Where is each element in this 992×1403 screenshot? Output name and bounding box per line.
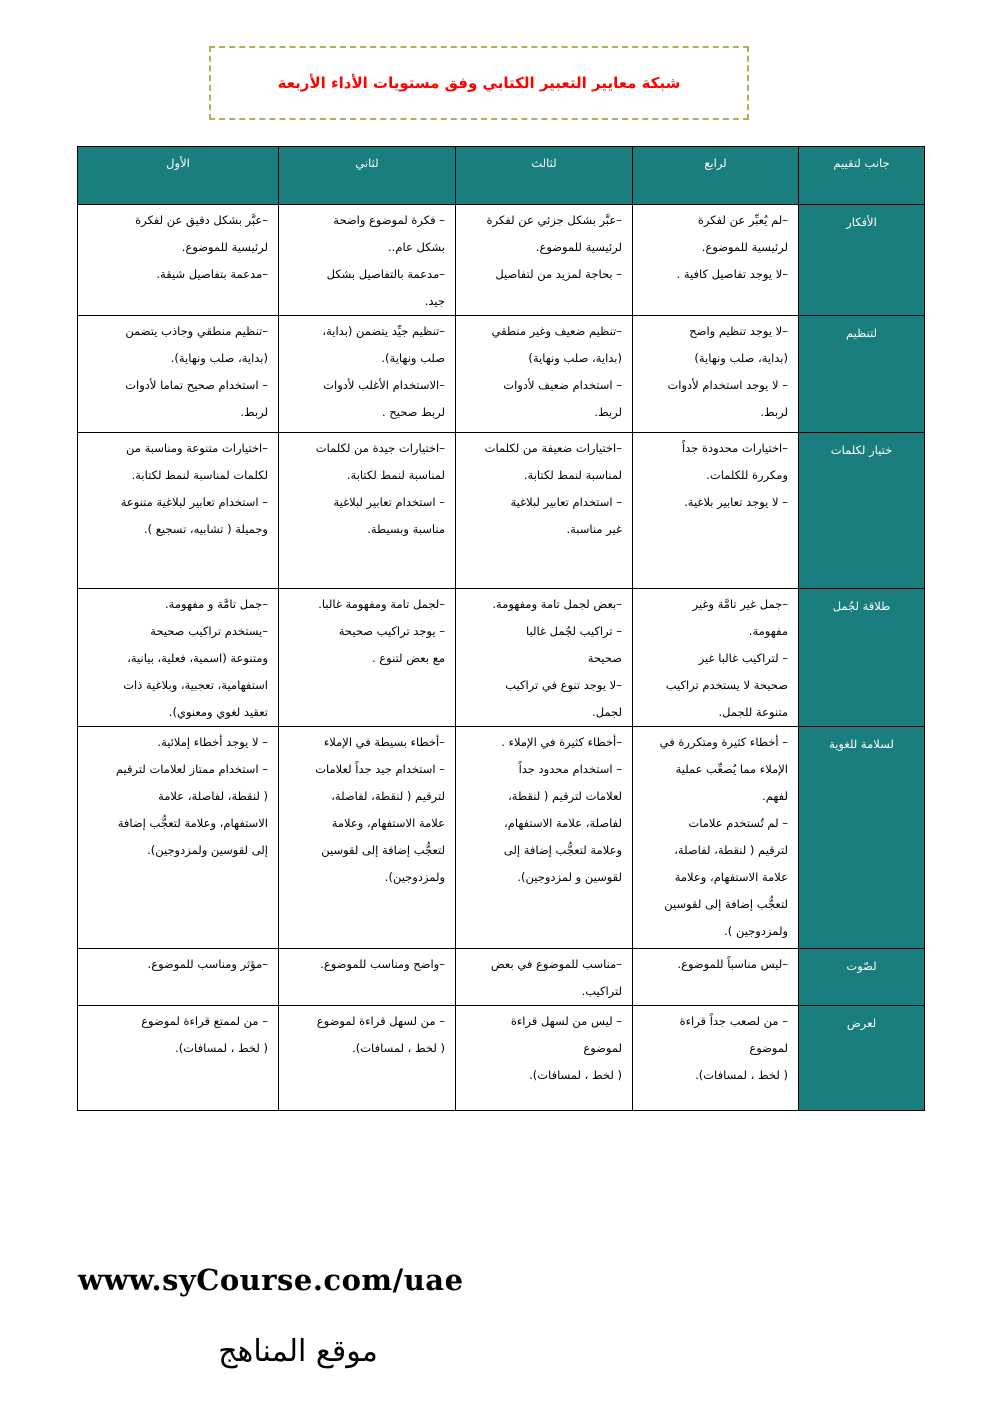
criteria-line: صحيحة لا يستخدم تراكيب bbox=[665, 678, 788, 692]
criteria-cell-level-2 bbox=[279, 316, 456, 433]
criteria-line: (بداية، صلب ونهاية) bbox=[528, 351, 622, 365]
criteria-line: –اختيارات محدودة جداً bbox=[681, 441, 788, 455]
criteria-line: لربط. bbox=[594, 405, 622, 419]
criteria-line: ولمزدوجين ). bbox=[724, 924, 788, 938]
criteria-line: لتراكيب. bbox=[581, 984, 622, 998]
criteria-line: – من لسهل قراءة لموضوع bbox=[316, 1014, 445, 1028]
criteria-cell-level-2 bbox=[279, 949, 456, 1006]
criteria-cell-level-1 bbox=[78, 316, 279, 433]
criteria-line: صلب ونهاية). bbox=[381, 351, 445, 365]
criteria-line: –ليس مناسباً للموضوع. bbox=[677, 957, 788, 971]
criteria-cell-level-3 bbox=[456, 316, 633, 433]
criteria-cell-level-2 bbox=[279, 205, 456, 316]
aspect-cell: ختيار لكلمات bbox=[799, 433, 925, 589]
criteria-line: – استخدام تعابير لبلاغية bbox=[510, 495, 622, 509]
aspect-cell: لسلامة للغوية bbox=[799, 727, 925, 949]
criteria-line: الإملاء مما يُصعِّب عملية bbox=[675, 762, 788, 776]
criteria-line: ( لخط ، لمسافات). bbox=[352, 1041, 445, 1055]
criteria-line: –مدعمة بتفاصيل شيقة. bbox=[156, 267, 268, 281]
criteria-line: لعلامات لترقيم ( لنقطة، bbox=[508, 789, 622, 803]
criteria-line: –عبَّر بشكل دقيق عن لفكرة bbox=[135, 213, 268, 227]
criteria-line: لربط صحيح . bbox=[381, 405, 445, 419]
criteria-line: لرئيسية للموضوع. bbox=[535, 240, 622, 254]
criteria-cell-level-3 bbox=[456, 589, 633, 727]
criteria-line: –أخطاء كثيرة في الإملاء . bbox=[501, 735, 622, 749]
criteria-line: لترقيم ( لنقطة، لفاصلة، bbox=[674, 843, 788, 857]
page-title: شبكة معايير التعبير الكتابي وفق مستويات الأداء الأربعة bbox=[277, 74, 681, 92]
criteria-line: لربط. bbox=[760, 405, 788, 419]
criteria-line: – استخدام ضعيف لأدوات bbox=[503, 378, 622, 392]
criteria-line: –جمل غير تامَّة وغير bbox=[692, 597, 788, 611]
criteria-line: –لا يوجد تنوع في تراكيب bbox=[505, 678, 622, 692]
criteria-line: لمناسبة لنمط لكتابة. bbox=[346, 468, 445, 482]
criteria-line: – استخدام محدود جداً bbox=[518, 762, 622, 776]
criteria-line: مناسبة وبسيطة. bbox=[367, 522, 445, 536]
header-aspect: جانب لتقييم bbox=[799, 147, 925, 205]
criteria-line: لربط. bbox=[240, 405, 268, 419]
criteria-line: علامة الاستفهام، وعلامة bbox=[674, 870, 788, 884]
criteria-line: وعلامة لتعجُّب إضافة إلى bbox=[503, 843, 622, 857]
criteria-cell-level-1 bbox=[78, 727, 279, 949]
criteria-line: –مؤثر ومناسب للموضوع. bbox=[147, 957, 268, 971]
criteria-cell-level-2 bbox=[279, 727, 456, 949]
header-level-2: لثاني bbox=[279, 147, 456, 205]
criteria-line: – استخدام جيد جداً لعلامات bbox=[315, 762, 445, 776]
criteria-line: صحيحة bbox=[587, 651, 622, 665]
criteria-cell-level-4 bbox=[633, 1006, 799, 1111]
criteria-cell-level-3 bbox=[456, 205, 633, 316]
criteria-cell-level-4 bbox=[633, 316, 799, 433]
header-level-1: الأول bbox=[78, 147, 279, 205]
criteria-cell-level-1 bbox=[78, 949, 279, 1006]
criteria-line: –الاستخدام الأغلب لأدوات bbox=[323, 378, 445, 392]
criteria-line: لرئيسية للموضوع. bbox=[701, 240, 788, 254]
header-row bbox=[78, 147, 925, 205]
criteria-line: –اختيارات جيدة من لكلمات bbox=[315, 441, 445, 455]
criteria-line: – لا يوجد استخدام لأدوات bbox=[667, 378, 788, 392]
criteria-line: مع بعض لتنوع . bbox=[372, 651, 445, 665]
criteria-line: متنوعة للجمل. bbox=[718, 705, 788, 719]
table-row bbox=[78, 727, 925, 949]
criteria-line: (بداية، صلب ونهاية). bbox=[170, 351, 268, 365]
aspect-cell: طلاقة لجُمل bbox=[799, 589, 925, 727]
criteria-line: – من لصعب جداً قراءة bbox=[679, 1014, 788, 1028]
aspect-cell: لتنظيم bbox=[799, 316, 925, 433]
table-row bbox=[78, 949, 925, 1006]
criteria-line: ومكررة للكلمات. bbox=[706, 468, 788, 482]
header-level-4: لرابع bbox=[633, 147, 799, 205]
criteria-line: –لا يوجد تفاصيل كافية . bbox=[676, 267, 788, 281]
criteria-line: –تنظيم منطقي وجاذب يتضمن bbox=[125, 324, 268, 338]
criteria-line: لفهم. bbox=[762, 789, 788, 803]
criteria-line: لتعجُّب إضافة إلى لقوسين bbox=[664, 897, 788, 911]
criteria-line: – من لممتع قراءة لموضوع bbox=[141, 1014, 268, 1028]
criteria-line: لكلمات لمناسبة لنمط لكتابة. bbox=[131, 468, 268, 482]
criteria-line: –جمل تامَّة و مفهومة. bbox=[165, 597, 268, 611]
criteria-line: ( لخط ، لمسافات). bbox=[175, 1041, 268, 1055]
table-row bbox=[78, 589, 925, 727]
criteria-line: – لا يوجد تعابير بلاغية. bbox=[684, 495, 788, 509]
criteria-cell-level-3 bbox=[456, 433, 633, 589]
footer-site-name: موقع المناهج bbox=[218, 1334, 378, 1369]
criteria-cell-level-4 bbox=[633, 433, 799, 589]
criteria-line: –واضح ومناسب للموضوع. bbox=[320, 957, 445, 971]
aspect-cell: لعرض bbox=[799, 1006, 925, 1111]
table-row bbox=[78, 433, 925, 589]
criteria-cell-level-4 bbox=[633, 205, 799, 316]
criteria-line: –أخطاء بسيطة في الإملاء bbox=[323, 735, 445, 749]
criteria-line: لقوسين و لمزدوجين). bbox=[517, 870, 622, 884]
criteria-line: –لجمل تامة ومفهومة غالبا. bbox=[318, 597, 445, 611]
criteria-cell-level-3 bbox=[456, 1006, 633, 1111]
criteria-line: – يوجد تراكيب صحيحة bbox=[338, 624, 445, 638]
criteria-cell-level-2 bbox=[279, 433, 456, 589]
criteria-cell-level-2 bbox=[279, 1006, 456, 1111]
criteria-cell-level-4 bbox=[633, 949, 799, 1006]
criteria-line: غير مناسبة. bbox=[566, 522, 622, 536]
criteria-line: –تنظيم جيِّد يتضمن (بداية، bbox=[322, 324, 445, 338]
criteria-line: لمناسبة لنمط لكتابة. bbox=[523, 468, 622, 482]
criteria-line: علامة الاستفهام، وعلامة bbox=[331, 816, 445, 830]
table-row bbox=[78, 316, 925, 433]
criteria-line: تعقيد لغوي ومعنوي). bbox=[168, 705, 268, 719]
criteria-cell-level-1 bbox=[78, 589, 279, 727]
criteria-line: ( لخط ، لمسافات). bbox=[695, 1068, 788, 1082]
criteria-cell-level-4 bbox=[633, 727, 799, 949]
criteria-line: لتعجُّب إضافة إلى لقوسين bbox=[321, 843, 445, 857]
header-level-3: لثالث bbox=[456, 147, 633, 205]
table-row bbox=[78, 205, 925, 316]
criteria-cell-level-3 bbox=[456, 727, 633, 949]
criteria-line: جيد. bbox=[424, 294, 445, 308]
criteria-cell-level-2 bbox=[279, 589, 456, 727]
criteria-line: إلى لقوسين ولمزدوجين). bbox=[147, 843, 268, 857]
criteria-line: ( لنقطة، لفاصلة، علامة bbox=[158, 789, 268, 803]
criteria-line: لفاصلة، علامة الاستفهام، bbox=[504, 816, 622, 830]
title-box bbox=[209, 46, 749, 120]
criteria-line: – استخدام صحيح تماما لأدوات bbox=[125, 378, 268, 392]
criteria-line: –مدعمة بالتفاصيل بشكل bbox=[326, 267, 445, 281]
criteria-cell-level-3 bbox=[456, 949, 633, 1006]
criteria-line: – فكرة لموضوع واضحة bbox=[333, 213, 445, 227]
criteria-line: لجمل. bbox=[592, 705, 622, 719]
criteria-line: لترقيم ( لنقطة، لفاصلة، bbox=[331, 789, 445, 803]
criteria-line: –بعض لجمل تامة ومفهومة. bbox=[492, 597, 622, 611]
criteria-line: –مناسب للموضوع في بعض bbox=[490, 957, 622, 971]
table-row bbox=[78, 1006, 925, 1111]
criteria-cell-level-1 bbox=[78, 1006, 279, 1111]
criteria-line: – استخدام ممتاز لعلامات لترقيم bbox=[115, 762, 268, 776]
criteria-line: بشكل عام.. bbox=[388, 240, 445, 254]
criteria-line: ومتنوعة (اسمية، فعلية، بيانية، bbox=[127, 651, 268, 665]
criteria-line: – بحاجة لمزيد من لتفاصيل bbox=[495, 267, 622, 281]
rubric-table bbox=[77, 146, 925, 1111]
criteria-cell-level-1 bbox=[78, 433, 279, 589]
criteria-line: ولمزدوجين). bbox=[384, 870, 445, 884]
criteria-cell-level-1 bbox=[78, 205, 279, 316]
criteria-line: (بداية، صلب ونهاية) bbox=[694, 351, 788, 365]
criteria-line: لموضوع bbox=[583, 1041, 622, 1055]
criteria-line: –اختيارات ضعيفة من لكلمات bbox=[484, 441, 622, 455]
criteria-line: ( لخط ، لمسافات). bbox=[529, 1068, 622, 1082]
criteria-line: –لا يوجد تنظيم واضح bbox=[689, 324, 788, 338]
criteria-line: –يستخدم تراكيب صحيحة bbox=[150, 624, 268, 638]
criteria-line: –لم يُعبِّر عن لفكرة bbox=[697, 213, 788, 227]
criteria-line: – ليس من لسهل قراءة bbox=[510, 1014, 622, 1028]
criteria-line: – استخدام تعابير لبلاغية متنوعة bbox=[120, 495, 268, 509]
criteria-line: – تراكيب لجُمل غالبا bbox=[526, 624, 622, 638]
criteria-line: وجميلة ( تشابيه، تسجيع ). bbox=[144, 522, 268, 536]
criteria-line: – لا يوجد أخطاء إملائية. bbox=[157, 735, 268, 749]
criteria-line: – لتراكيب غالبا غير bbox=[698, 651, 788, 665]
criteria-line: الاستفهام، وعلامة لتعجُّب إضافة bbox=[117, 816, 268, 830]
aspect-cell: الأفكار bbox=[799, 205, 925, 316]
criteria-line: مفهومة. bbox=[748, 624, 788, 638]
footer-url: www.syCourse.com/uae bbox=[78, 1263, 464, 1297]
criteria-line: – استخدام تعابير لبلاغية bbox=[333, 495, 445, 509]
criteria-line: استفهامية، تعجبية، وبلاغية ذات bbox=[123, 678, 268, 692]
criteria-line: لرئيسية للموضوع. bbox=[181, 240, 268, 254]
criteria-line: –تنظيم ضعيف وغير منطقي bbox=[491, 324, 622, 338]
criteria-line: –اختيارات متنوعة ومناسبة من bbox=[126, 441, 268, 455]
criteria-cell-level-4 bbox=[633, 589, 799, 727]
criteria-line: – أخطاء كثيرة ومتكررة في bbox=[659, 735, 788, 749]
aspect-cell: لصّوت bbox=[799, 949, 925, 1006]
criteria-line: لموضوع bbox=[749, 1041, 788, 1055]
criteria-line: –عبَّر بشكل جزئي عن لفكرة bbox=[486, 213, 622, 227]
criteria-line: – لم تُستخدم علامات bbox=[688, 816, 788, 830]
